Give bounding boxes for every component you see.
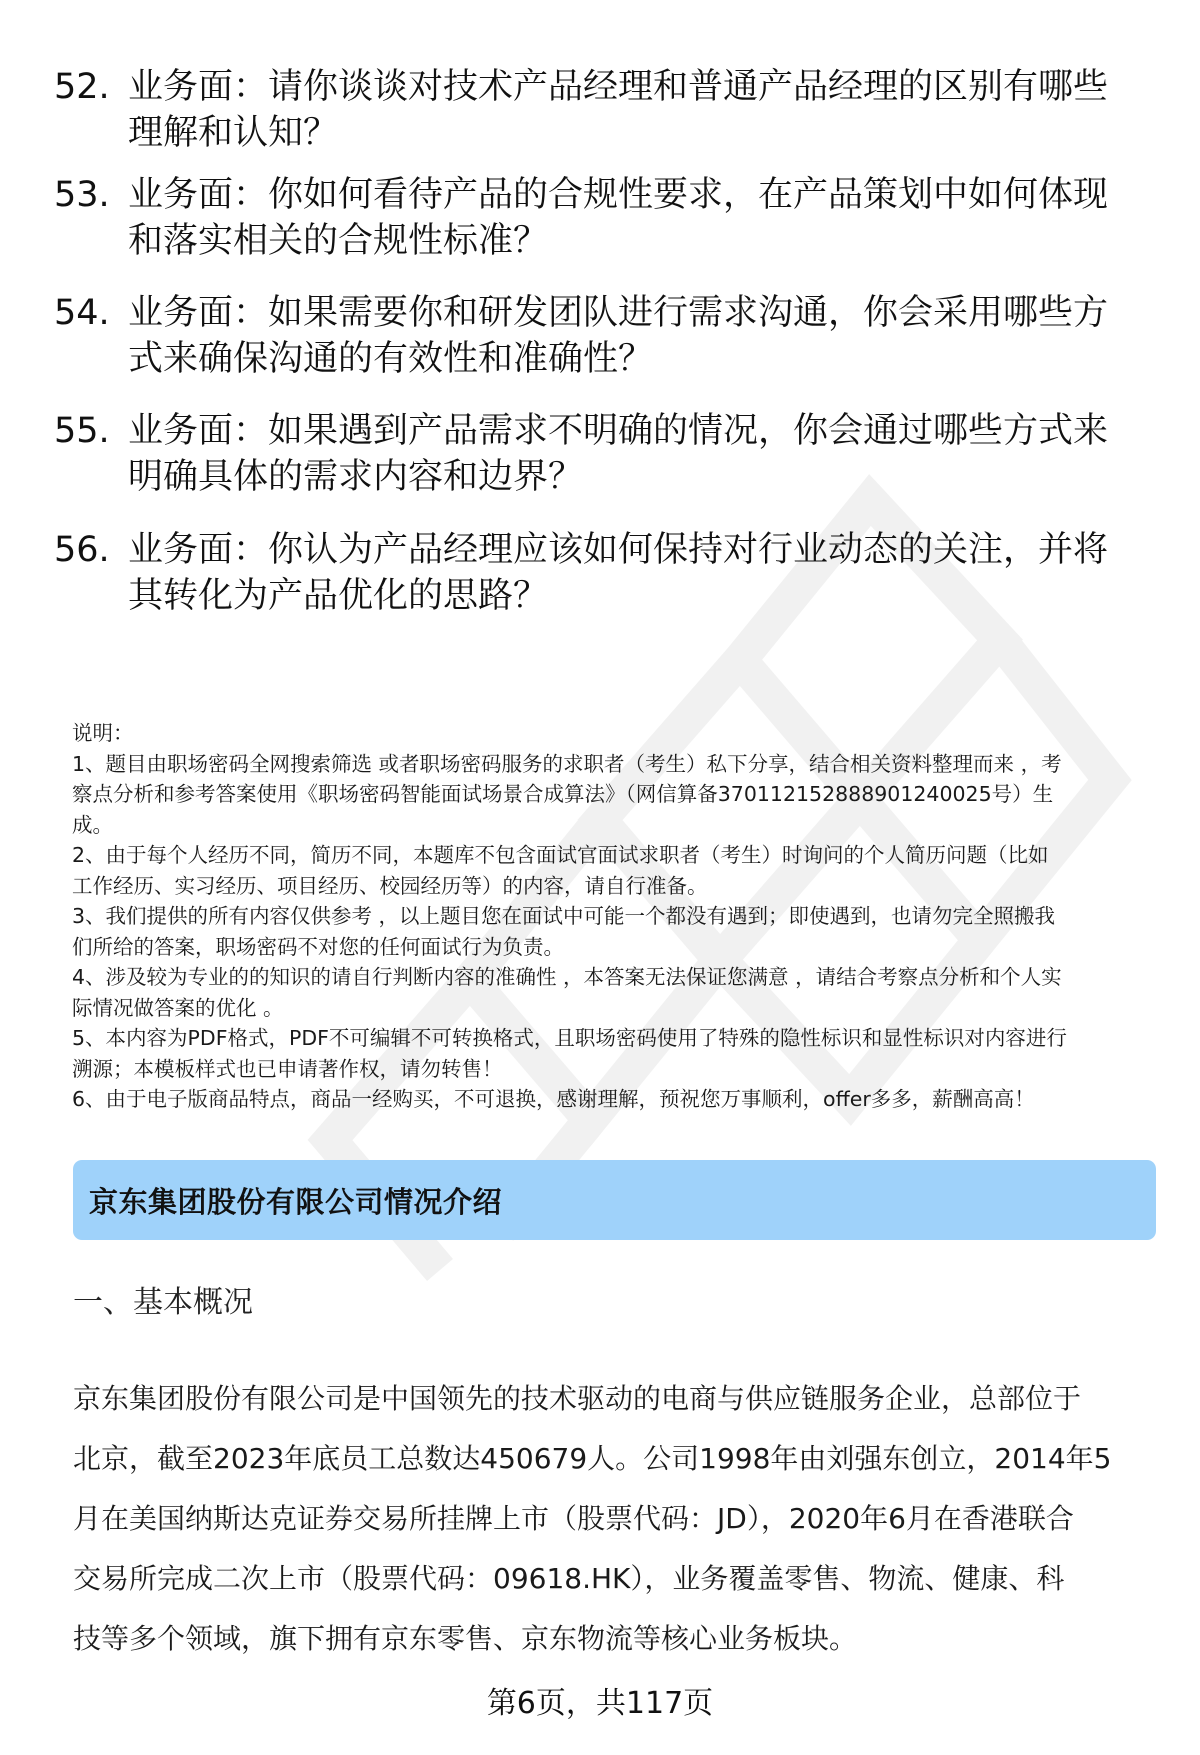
question-line: 业务面：你认为产品经理应该如何保持对行业动态的关注，并将: [128, 530, 1109, 570]
note-line: 1、题目由职场密码全网搜索筛选 或者职场密码服务的求职者（考生）私下分享，结合相关资料整理而来 ，考: [72, 751, 1062, 776]
question-line: 业务面：如果需要你和研发团队进行需求沟通，你会采用哪些方: [128, 293, 1109, 333]
paragraph-line: 月在美国纳斯达克证券交易所挂牌上市（股票代码：JD），2020年6月在香港联合: [73, 1502, 1074, 1535]
note-line: 5、本内容为PDF格式，PDF不可编辑不可转换格式，且职场密码使用了特殊的隐性标识和显性标识对内容进行: [72, 1026, 1067, 1050]
paragraph-line: 技等多个领域，旗下拥有京东零售、京东物流等核心业务板块。: [73, 1622, 858, 1655]
note-line: 4、涉及较为专业的的知识的请自行判断内容的准确性 ，本答案无法保证您满意 ，请结合考察点分析和个人实: [72, 965, 1062, 989]
question-line: 其转化为产品优化的思路？: [128, 576, 549, 616]
note-line: 溯源；本模板样式也已申请著作权，请勿转售！: [72, 1056, 503, 1081]
question-text: [128, 290, 1138, 382]
question-number: 53.: [54, 175, 110, 215]
question-number: 54.: [54, 293, 110, 333]
section-banner: [73, 1160, 1156, 1240]
question-item: [54, 172, 1154, 264]
question-text: [128, 64, 1138, 156]
note-line: 3、我们提供的所有内容仅供参考 ，以上题目您在面试中可能一个都没有遇到；即使遇到，也请勿完全照搬我: [72, 904, 1056, 928]
question-number: 55.: [54, 411, 110, 451]
question-line: 业务面：如果遇到产品需求不明确的情况，你会通过哪些方式来: [128, 411, 1109, 451]
question-line: 业务面：你如何看待产品的合规性要求，在产品策划中如何体现: [128, 175, 1109, 215]
question-text: [128, 408, 1138, 500]
notes-heading: 说明：: [72, 721, 134, 745]
paragraph-line: 北京，截至2023年底员工总数达450679人。公司1998年由刘强东创立，2014年5: [73, 1442, 1112, 1475]
disclaimer-notes: [72, 718, 1162, 1115]
question-line: 明确具体的需求内容和边界？: [128, 457, 584, 497]
question-number: 52.: [54, 67, 110, 107]
company-overview-paragraph: [73, 1369, 1163, 1669]
paragraph-line: 交易所完成二次上市（股票代码：09618.HK），业务覆盖零售、物流、健康、科: [73, 1562, 1065, 1595]
question-item: [54, 290, 1154, 382]
question-line: 业务面：请你谈谈对技术产品经理和普通产品经理的区别有哪些: [128, 67, 1109, 107]
note-line: 成。: [72, 812, 113, 837]
question-text: [128, 527, 1138, 619]
paragraph-line: 京东集团股份有限公司是中国领先的技术驱动的电商与供应链服务企业，总部位于: [73, 1382, 1082, 1415]
question-line: 式来确保沟通的有效性和准确性？: [128, 339, 654, 379]
section-subheading: 一、基本概况: [73, 1285, 253, 1320]
note-line: 6、由于电子版商品特点，商品一经购买，不可退换，感谢理解，预祝您万事顺利，offer多多，薪酬高高！: [72, 1087, 1035, 1111]
question-item: [54, 408, 1154, 500]
note-line: 察点分析和参考答案使用《职场密码智能面试场景合成算法》（网信算备370112152888901240025号）生: [72, 782, 1054, 806]
question-text: [128, 172, 1138, 264]
question-number: 56.: [54, 530, 110, 570]
note-line: 工作经历、实习经历、项目经历、校园经历等）的内容，请自行准备。: [72, 873, 708, 898]
note-line: 2、由于每个人经历不同，简历不同，本题库不包含面试官面试求职者（考生）时询问的个人简历问题（比如: [72, 843, 1049, 867]
page-indicator: 第6页，共117页: [486, 1686, 714, 1721]
question-item: [54, 64, 1154, 156]
section-title: 京东集团股份有限公司情况介绍: [89, 1185, 503, 1219]
note-line: 际情况做答案的优化 。: [72, 995, 284, 1020]
question-line: 理解和认知？: [128, 113, 339, 153]
note-line: 们所给的答案，职场密码不对您的任何面试行为负责。: [72, 934, 564, 959]
question-item: [54, 527, 1154, 619]
question-line: 和落实相关的合规性标准？: [128, 221, 549, 261]
